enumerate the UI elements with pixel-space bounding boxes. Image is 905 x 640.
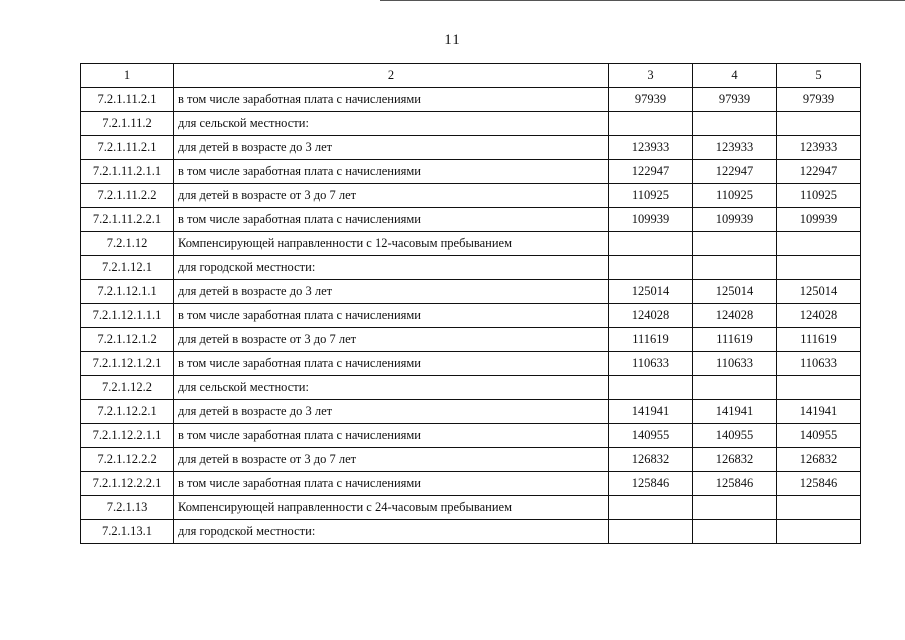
row-description-cell: для сельской местности: [174, 376, 609, 400]
table-row [81, 160, 861, 184]
table-row [81, 184, 861, 208]
row-code-cell: 7.2.1.12.1.1.1 [81, 304, 174, 328]
budget-table [80, 63, 861, 544]
row-code-cell: 7.2.1.12.1.2 [81, 328, 174, 352]
row-value-col3-cell: 141941 [609, 400, 693, 424]
row-value-col3-cell [609, 520, 693, 544]
row-value-col3-cell: 110925 [609, 184, 693, 208]
row-code-cell: 7.2.1.11.2.1 [81, 88, 174, 112]
header-cell-1: 1 [81, 64, 174, 88]
row-value-col3-cell: 140955 [609, 424, 693, 448]
row-description-cell: в том числе заработная плата с начислениями [174, 208, 609, 232]
row-value-col4-cell: 140955 [693, 424, 777, 448]
row-description-cell: для детей в возрасте от 3 до 7 лет [174, 328, 609, 352]
row-value-col3-cell: 122947 [609, 160, 693, 184]
row-value-col5-cell: 110925 [777, 184, 861, 208]
table-row [81, 112, 861, 136]
row-value-col5-cell: 109939 [777, 208, 861, 232]
row-value-col4-cell: 123933 [693, 136, 777, 160]
row-value-col5-cell: 125846 [777, 472, 861, 496]
row-description-cell: Компенсирующей направленности с 12-часовым пребыванием [174, 232, 609, 256]
row-description-cell: в том числе заработная плата с начислениями [174, 472, 609, 496]
row-value-col5-cell: 111619 [777, 328, 861, 352]
row-code-cell: 7.2.1.11.2.1 [81, 136, 174, 160]
page-number: 11 [444, 32, 461, 48]
header-cell-3: 3 [609, 64, 693, 88]
row-description-cell: в том числе заработная плата с начислениями [174, 88, 609, 112]
row-value-col3-cell: 109939 [609, 208, 693, 232]
row-description-cell: в том числе заработная плата с начислениями [174, 160, 609, 184]
row-value-col3-cell [609, 496, 693, 520]
row-value-col5-cell [777, 256, 861, 280]
row-code-cell: 7.2.1.11.2.2.1 [81, 208, 174, 232]
row-value-col5-cell [777, 376, 861, 400]
row-code-cell: 7.2.1.12.2.1 [81, 400, 174, 424]
table-row [81, 256, 861, 280]
row-value-col5-cell [777, 520, 861, 544]
header-cell-2: 2 [174, 64, 609, 88]
table-body [81, 64, 861, 544]
row-value-col3-cell: 97939 [609, 88, 693, 112]
row-value-col3-cell [609, 112, 693, 136]
table-row [81, 376, 861, 400]
row-value-col5-cell: 110633 [777, 352, 861, 376]
row-value-col4-cell: 124028 [693, 304, 777, 328]
row-value-col3-cell [609, 232, 693, 256]
row-value-col3-cell: 126832 [609, 448, 693, 472]
row-code-cell: 7.2.1.12.2.2 [81, 448, 174, 472]
row-code-cell: 7.2.1.11.2.1.1 [81, 160, 174, 184]
table-row [81, 232, 861, 256]
row-code-cell: 7.2.1.12.1.1 [81, 280, 174, 304]
row-description-cell: для городской местности: [174, 256, 609, 280]
row-value-col4-cell [693, 520, 777, 544]
row-value-col4-cell [693, 232, 777, 256]
row-value-col5-cell: 141941 [777, 400, 861, 424]
table-row [81, 280, 861, 304]
table-row [81, 304, 861, 328]
row-value-col5-cell [777, 232, 861, 256]
row-code-cell: 7.2.1.12.2.1.1 [81, 424, 174, 448]
row-value-col4-cell [693, 496, 777, 520]
row-description-cell: для городской местности: [174, 520, 609, 544]
row-code-cell: 7.2.1.13.1 [81, 520, 174, 544]
row-value-col4-cell [693, 376, 777, 400]
row-value-col5-cell [777, 496, 861, 520]
row-description-cell: для детей в возрасте до 3 лет [174, 400, 609, 424]
row-code-cell: 7.2.1.12.1.2.1 [81, 352, 174, 376]
row-value-col3-cell [609, 376, 693, 400]
row-value-col4-cell: 110925 [693, 184, 777, 208]
row-code-cell: 7.2.1.12 [81, 232, 174, 256]
row-value-col3-cell: 123933 [609, 136, 693, 160]
row-value-col4-cell: 97939 [693, 88, 777, 112]
row-value-col5-cell: 125014 [777, 280, 861, 304]
row-value-col5-cell [777, 112, 861, 136]
row-description-cell: в том числе заработная плата с начислениями [174, 352, 609, 376]
row-description-cell: для детей в возрасте от 3 до 7 лет [174, 448, 609, 472]
row-code-cell: 7.2.1.11.2.2 [81, 184, 174, 208]
row-value-col5-cell: 123933 [777, 136, 861, 160]
row-value-col4-cell: 126832 [693, 448, 777, 472]
table-row [81, 352, 861, 376]
row-code-cell: 7.2.1.12.2 [81, 376, 174, 400]
row-value-col4-cell: 122947 [693, 160, 777, 184]
row-value-col4-cell: 109939 [693, 208, 777, 232]
row-value-col4-cell: 111619 [693, 328, 777, 352]
row-description-cell: для детей в возрасте до 3 лет [174, 136, 609, 160]
header-cell-4: 4 [693, 64, 777, 88]
row-description-cell: для детей в возрасте до 3 лет [174, 280, 609, 304]
row-value-col4-cell: 125846 [693, 472, 777, 496]
row-code-cell: 7.2.1.12.2.2.1 [81, 472, 174, 496]
table-row [81, 472, 861, 496]
table-row [81, 88, 861, 112]
row-description-cell: для детей в возрасте от 3 до 7 лет [174, 184, 609, 208]
table-row [81, 136, 861, 160]
table-row [81, 448, 861, 472]
row-value-col3-cell: 125014 [609, 280, 693, 304]
header-cell-5: 5 [777, 64, 861, 88]
row-code-cell: 7.2.1.12.1 [81, 256, 174, 280]
row-value-col3-cell [609, 256, 693, 280]
row-value-col3-cell: 125846 [609, 472, 693, 496]
table-row [81, 496, 861, 520]
top-rule [380, 0, 905, 1]
row-description-cell: в том числе заработная плата с начислениями [174, 304, 609, 328]
row-value-col5-cell: 122947 [777, 160, 861, 184]
table-row [81, 328, 861, 352]
row-value-col3-cell: 124028 [609, 304, 693, 328]
row-value-col4-cell: 125014 [693, 280, 777, 304]
table-header-row [81, 64, 861, 88]
row-code-cell: 7.2.1.13 [81, 496, 174, 520]
row-code-cell: 7.2.1.11.2 [81, 112, 174, 136]
row-description-cell: для сельской местности: [174, 112, 609, 136]
table-row [81, 424, 861, 448]
table-row [81, 400, 861, 424]
row-value-col5-cell: 126832 [777, 448, 861, 472]
row-value-col4-cell [693, 112, 777, 136]
row-value-col5-cell: 140955 [777, 424, 861, 448]
row-value-col3-cell: 110633 [609, 352, 693, 376]
row-value-col4-cell: 141941 [693, 400, 777, 424]
table-row [81, 520, 861, 544]
row-value-col3-cell: 111619 [609, 328, 693, 352]
row-description-cell: в том числе заработная плата с начислениями [174, 424, 609, 448]
row-value-col4-cell: 110633 [693, 352, 777, 376]
row-value-col5-cell: 97939 [777, 88, 861, 112]
row-value-col4-cell [693, 256, 777, 280]
table-row [81, 208, 861, 232]
row-description-cell: Компенсирующей направленности с 24-часовым пребыванием [174, 496, 609, 520]
row-value-col5-cell: 124028 [777, 304, 861, 328]
